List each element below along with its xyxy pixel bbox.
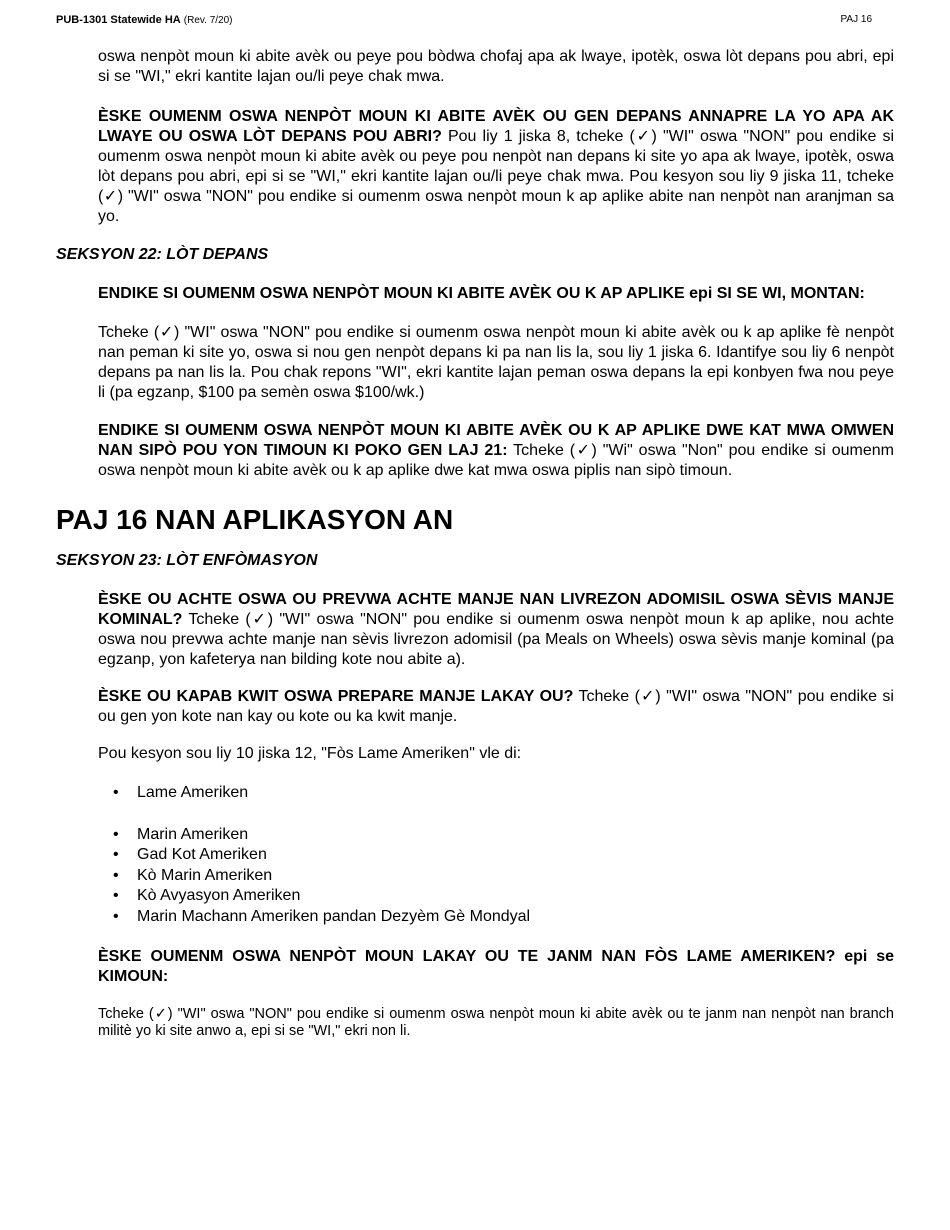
list-item: • Gad Kot Ameriken [137,845,894,866]
page-header [56,14,872,26]
section-22-title: SEKSYON 22: LÒT DEPANS [56,246,269,263]
question-title: ÈSKE OU ACHTE OSWA OU PREVWA ACHTE MANJE NAN LIVREZON ADOMISIL OSWA SÈVIS MANJE KOMINAL? [98,591,894,628]
document-body [56,47,894,1040]
question-text: Tcheke (✓) "WI" oswa "NON" pou endike si ou gen yon kote nan kay ou kote ou ka kwit manje. [98,688,894,725]
question-title: ENDIKE SI OUMENM OSWA NENPÒT MOUN KI ABITE AVÈK OU K AP APLIKE DWE KAT MWA OMWEN NAN SIPÒ POU YON TIMOUN KI POKO GEN LAJ 21: [98,422,894,459]
question-cook [98,687,894,727]
page-heading: PAJ 16 NAN APLIKASYON AN [56,504,454,535]
section-22-subtitle: ENDIKE SI OUMENM OSWA NENPÒT MOUN KI ABITE AVÈK OU K AP APLIKE epi SI SE WI, MONTAN: [98,285,865,302]
doc-code: PUB-1301 Statewide HA [56,14,181,26]
intro-paragraph: oswa nenpòt moun ki abite avèk ou peye pou bòdwa chofaj apa ak lwaye, ipotèk, oswa lòt depans pou abri, epi si se "WI," ekri kantite lajan ou/li peye chak mwa. [98,48,894,85]
forces-intro: Pou kesyon sou liy 10 jiska 12, "Fòs Lame Ameriken" vle di: [98,745,522,762]
question-title: ÈSKE OU KAPAB KWIT OSWA PREPARE MANJE LAKAY OU? [98,688,574,705]
forces-list [56,825,894,928]
question-title: ÈSKE OUMENM OSWA NENPÒT MOUN KI ABITE AVÈK OU GEN DEPANS ANNAPRE LA YO APA AK LWAYE OU OSWA LÒT DEPANS POU ABRI? [98,108,894,145]
page-number-label: PAJ 16 [840,14,872,25]
question-child-support [98,421,894,481]
question-other-expenses [98,107,894,227]
doc-revision: (Rev. 7/20) [183,15,233,26]
question-text: Pou liy 1 jiska 8, tcheke (✓) "WI" oswa "NON" pou endike si oumenm oswa nenpòt moun ki abite avèk ou peye pou nenpòt nan depans ki site yo apa ak lwaye, ipotèk, oswa lòt depans pou abri, epi si se "WI," ekri kantite lajan ou/li peye chak mwa. Pou kesyon sou liy 9 jiska 11, tcheke (✓) "WI" oswa "NON" pou endike si oumenm oswa nenpòt moun k ap aplike abite nan nenpòt nan aranjman sa yo. [98,128,895,225]
section-23-title: SEKSYON 23: LÒT ENFÒMASYON [56,552,318,569]
question-armed-forces-text: Tcheke (✓) "WI" oswa "NON" pou endike si oumenm oswa nenpòt moun ki abite avèk ou te janm nan nenpòt nan branch militè yo ki site anwo a, epi si se "WI," ekri non li. [98,1005,894,1039]
list-item: • Kò Avyasyon Ameriken [137,886,894,907]
question-meals [98,590,894,670]
list-item: • Lame Ameriken [137,783,894,804]
list-item: • Kò Marin Ameriken [137,866,894,887]
list-item: • Marin Ameriken [137,825,894,846]
question-armed-forces-title: ÈSKE OUMENM OSWA NENPÒT MOUN LAKAY OU TE JANM NAN FÒS LAME AMERIKEN? epi se KIMOUN: [98,947,894,985]
document-code [56,14,233,26]
question-text: Tcheke (✓) "WI" oswa "NON" pou endike si oumenm oswa nenpòt moun k ap aplike, nou achte oswa nou prevwa achte manje nan sèvis livrezon adomisil (pa Meals on Wheels) oswa sèvis manje kominal (pa egzanp, yon kafeterya nan bilding kote nou abite a). [98,611,894,668]
list-item: • Marin Machann Ameriken pandan Dezyèm Gè Mondyal [137,907,894,928]
section-22-paragraph: Tcheke (✓) "WI" oswa "NON" pou endike si oumenm oswa nenpòt moun ki abite avèk ou k ap aplike fè nenpòt nan peman ki site yo, oswa si nou gen nenpòt depans ki pa nan lis la, sou liy 1 jiska 6. Idantifye sou liy 6 nenpòt depans pa nan lis la. Pou chak repons "WI", ekri kantite lajan peman oswa depans la epi konbyen fwa nou peye li (pa egzanp, $100 pa semèn oswa $100/wk.) [98,324,894,401]
forces-list-first [56,783,894,804]
question-text: Tcheke (✓) "Wi" oswa "Non" pou endike si oumenm oswa nenpòt moun ki abite avèk ou k ap aplike dwe kat mwa oswa piplis nan sipò timoun. [98,442,895,479]
